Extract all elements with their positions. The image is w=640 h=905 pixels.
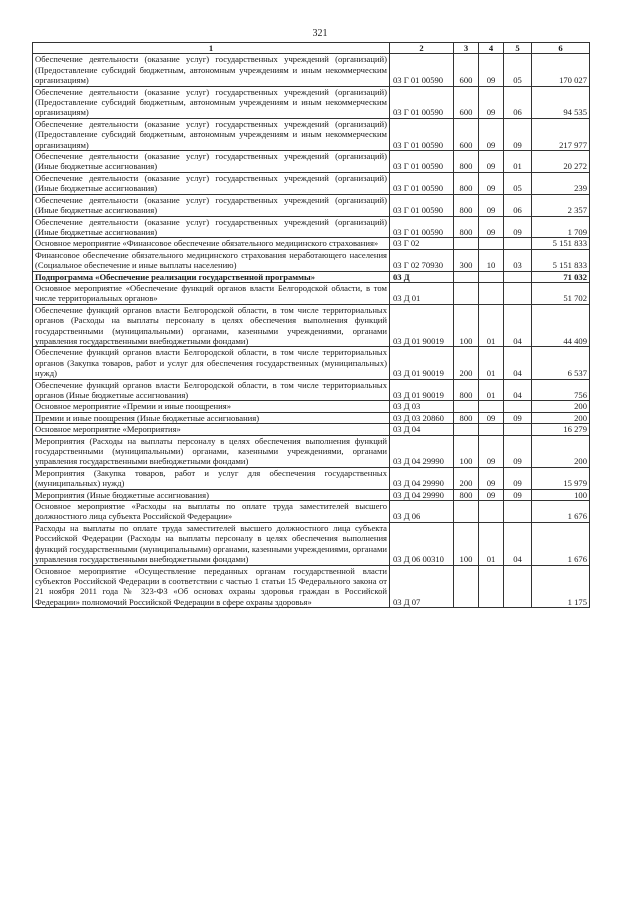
row-amount: 44 409 <box>532 304 590 347</box>
table-row <box>33 467 590 489</box>
row-section <box>479 401 504 412</box>
row-amount: 5 151 833 <box>532 238 590 249</box>
row-section: 09 <box>479 489 504 500</box>
row-subsection <box>504 424 532 435</box>
row-code: 03 Д 04 29990 <box>390 489 454 500</box>
col-header: 2 <box>390 43 454 54</box>
row-expense-type <box>454 565 479 608</box>
row-code: 03 Д 03 20860 <box>390 412 454 423</box>
row-name: Мероприятия (Закупка товаров, работ и услуг для обеспечения государственных (муниципальных) нужд) <box>33 467 390 489</box>
row-code: 03 Д 03 <box>390 401 454 412</box>
row-code: 03 Г 01 00590 <box>390 172 454 194</box>
table-row <box>33 379 590 401</box>
row-code: 03 Г 01 00590 <box>390 216 454 238</box>
row-subsection <box>504 401 532 412</box>
table-row <box>33 86 590 118</box>
row-name: Обеспечение деятельности (оказание услуг) государственных учреждений (организаций) (Предоставление субсидий бюджетным, автономным учреждениям и иным некоммерческим организациям) <box>33 54 390 86</box>
row-subsection <box>504 565 532 608</box>
row-section: 01 <box>479 379 504 401</box>
row-code: 03 Д 06 00310 <box>390 522 454 565</box>
row-code: 03 Г 01 00590 <box>390 151 454 173</box>
row-expense-type <box>454 501 479 523</box>
row-section <box>479 501 504 523</box>
col-header: 5 <box>504 43 532 54</box>
row-name: Основное мероприятие «Расходы на выплаты по оплате труда заместителей высшего должностного лица субъекта Российской Федерации» <box>33 501 390 523</box>
table-row <box>33 271 590 282</box>
row-section: 09 <box>479 194 504 216</box>
row-name: Обеспечение деятельности (оказание услуг) государственных учреждений (организаций) (Иные бюджетные ассигнования) <box>33 216 390 238</box>
row-name: Основное мероприятие «Мероприятия» <box>33 424 390 435</box>
row-section: 01 <box>479 304 504 347</box>
row-name: Основное мероприятие «Премии и иные поощрения» <box>33 401 390 412</box>
row-expense-type: 800 <box>454 412 479 423</box>
row-expense-type: 800 <box>454 216 479 238</box>
row-code: 03 Д 04 29990 <box>390 435 454 467</box>
budget-table <box>32 42 590 608</box>
row-amount: 71 032 <box>532 271 590 282</box>
row-expense-type: 100 <box>454 522 479 565</box>
row-section: 10 <box>479 249 504 271</box>
row-subsection: 06 <box>504 194 532 216</box>
row-amount: 1 709 <box>532 216 590 238</box>
row-code: 03 Г 01 00590 <box>390 86 454 118</box>
row-code: 03 Д 04 <box>390 424 454 435</box>
row-subsection: 09 <box>504 489 532 500</box>
row-subsection: 09 <box>504 435 532 467</box>
row-amount: 5 151 833 <box>532 249 590 271</box>
row-amount: 6 537 <box>532 347 590 379</box>
row-amount: 100 <box>532 489 590 500</box>
row-code: 03 Д 01 90019 <box>390 379 454 401</box>
row-name: Премии и иные поощрения (Иные бюджетные ассигнования) <box>33 412 390 423</box>
row-amount: 217 977 <box>532 118 590 150</box>
col-header: 4 <box>479 43 504 54</box>
row-subsection <box>504 271 532 282</box>
row-amount: 1 175 <box>532 565 590 608</box>
row-expense-type: 800 <box>454 172 479 194</box>
row-name: Обеспечение деятельности (оказание услуг) государственных учреждений (организаций) (Предоставление субсидий бюджетным, автономным учреждениям и иным некоммерческим организациям) <box>33 86 390 118</box>
row-name: Обеспечение функций органов власти Белгородской области, в том числе территориальных органов (Расходы на выплаты персоналу в целях обеспечения выполнения функций государственными (муниципальными) органами, казенными учреждениями, органами управления государственными внебюджетными фондами) <box>33 304 390 347</box>
row-code: 03 Г 01 00590 <box>390 194 454 216</box>
table-row <box>33 501 590 523</box>
row-name: Финансовое обеспечение обязательного медицинского страхования неработающего населения (Социальное обеспечение и иные выплаты населению) <box>33 249 390 271</box>
row-subsection <box>504 282 532 304</box>
row-section: 09 <box>479 54 504 86</box>
row-section: 09 <box>479 172 504 194</box>
row-name: Обеспечение функций органов власти Белгородской области, в том числе территориальных органов (Иные бюджетные ассигнования) <box>33 379 390 401</box>
table-row <box>33 194 590 216</box>
row-section: 01 <box>479 522 504 565</box>
col-header: 3 <box>454 43 479 54</box>
row-expense-type: 600 <box>454 86 479 118</box>
row-code: 03 Д 01 90019 <box>390 304 454 347</box>
row-code: 03 Г 02 70930 <box>390 249 454 271</box>
row-amount: 2 357 <box>532 194 590 216</box>
table-row <box>33 249 590 271</box>
row-amount: 15 979 <box>532 467 590 489</box>
row-subsection: 04 <box>504 347 532 379</box>
row-code: 03 Д 04 29990 <box>390 467 454 489</box>
row-name: Мероприятия (Расходы на выплаты персоналу в целях обеспечения выполнения функций государственными (муниципальными) органами, казенными учреждениями, органами управления государственными внебюджетными фондами) <box>33 435 390 467</box>
row-name: Расходы на выплаты по оплате труда заместителей высшего должностного лица субъекта Российской Федерации (Расходы на выплаты персоналу в целях обеспечения выполнения функций государственными (муниципальными) органами, казенными учреждениями, органами управления государственными внебюджетными фондами) <box>33 522 390 565</box>
row-expense-type <box>454 271 479 282</box>
table-row <box>33 489 590 500</box>
row-name: Мероприятия (Иные бюджетные ассигнования) <box>33 489 390 500</box>
row-expense-type <box>454 401 479 412</box>
row-expense-type: 800 <box>454 151 479 173</box>
table-row <box>33 522 590 565</box>
table-row <box>33 172 590 194</box>
row-expense-type <box>454 424 479 435</box>
row-amount: 170 027 <box>532 54 590 86</box>
row-amount: 20 272 <box>532 151 590 173</box>
row-subsection: 09 <box>504 467 532 489</box>
row-section: 09 <box>479 467 504 489</box>
row-section: 09 <box>479 435 504 467</box>
page-number: 321 <box>312 28 328 39</box>
row-section <box>479 282 504 304</box>
row-expense-type: 100 <box>454 304 479 347</box>
table-row <box>33 565 590 608</box>
table-row <box>33 304 590 347</box>
row-expense-type: 800 <box>454 379 479 401</box>
row-section <box>479 271 504 282</box>
row-expense-type: 200 <box>454 467 479 489</box>
row-amount: 200 <box>532 412 590 423</box>
row-name: Основное мероприятие «Обеспечение функций органов власти Белгородской области, в том числе территориальных органов» <box>33 282 390 304</box>
row-section <box>479 238 504 249</box>
row-subsection: 05 <box>504 54 532 86</box>
header-row <box>33 43 590 54</box>
row-amount: 239 <box>532 172 590 194</box>
row-code: 03 Г 01 00590 <box>390 118 454 150</box>
row-section: 09 <box>479 412 504 423</box>
row-subsection <box>504 501 532 523</box>
row-code: 03 Д <box>390 271 454 282</box>
row-name: Обеспечение деятельности (оказание услуг) государственных учреждений (организаций) (Предоставление субсидий бюджетным, автономным учреждениям и иным некоммерческим организациям) <box>33 118 390 150</box>
row-subsection: 04 <box>504 379 532 401</box>
table-row <box>33 151 590 173</box>
row-expense-type: 100 <box>454 435 479 467</box>
table-row <box>33 412 590 423</box>
row-name: Обеспечение деятельности (оказание услуг) государственных учреждений (организаций) (Иные бюджетные ассигнования) <box>33 172 390 194</box>
row-subsection: 09 <box>504 118 532 150</box>
row-subsection: 04 <box>504 304 532 347</box>
row-expense-type <box>454 238 479 249</box>
row-section: 09 <box>479 86 504 118</box>
row-expense-type: 800 <box>454 489 479 500</box>
table-row <box>33 401 590 412</box>
row-expense-type: 600 <box>454 54 479 86</box>
row-amount: 94 535 <box>532 86 590 118</box>
table-row <box>33 347 590 379</box>
row-section: 09 <box>479 118 504 150</box>
row-name: Обеспечение деятельности (оказание услуг) государственных учреждений (организаций) (Иные бюджетные ассигнования) <box>33 151 390 173</box>
row-section: 09 <box>479 216 504 238</box>
row-name: Основное мероприятие «Осуществление переданных органам государственной власти субъектов Российской Федерации в соответствии с частью 1 статьи 15 Федерального закона от 21 ноября 2011 года № 323-ФЗ «Об основах охраны здоровья граждан в Российской Федерации» полномочий Российской Федерации в сфере охраны здоровья» <box>33 565 390 608</box>
table-row <box>33 282 590 304</box>
row-amount: 1 676 <box>532 522 590 565</box>
row-name: Обеспечение деятельности (оказание услуг) государственных учреждений (организаций) (Иные бюджетные ассигнования) <box>33 194 390 216</box>
row-section: 01 <box>479 347 504 379</box>
row-code: 03 Д 07 <box>390 565 454 608</box>
row-code: 03 Д 06 <box>390 501 454 523</box>
col-header: 1 <box>33 43 390 54</box>
row-subsection <box>504 238 532 249</box>
row-expense-type: 300 <box>454 249 479 271</box>
row-subsection: 01 <box>504 151 532 173</box>
row-expense-type <box>454 282 479 304</box>
row-section <box>479 424 504 435</box>
row-name: Обеспечение функций органов власти Белгородской области, в том числе территориальных органов (Закупка товаров, работ и услуг для обеспечения государственных (муниципальных) нужд) <box>33 347 390 379</box>
row-amount: 756 <box>532 379 590 401</box>
table-row <box>33 435 590 467</box>
row-expense-type: 600 <box>454 118 479 150</box>
row-amount: 1 676 <box>532 501 590 523</box>
row-subsection: 09 <box>504 216 532 238</box>
table-row <box>33 216 590 238</box>
row-amount: 51 702 <box>532 282 590 304</box>
table-row <box>33 238 590 249</box>
row-code: 03 Д 01 <box>390 282 454 304</box>
row-name: Основное мероприятие «Финансовое обеспечение обязательного медицинского страхования» <box>33 238 390 249</box>
row-section: 09 <box>479 151 504 173</box>
table-row <box>33 424 590 435</box>
row-amount: 200 <box>532 435 590 467</box>
row-code: 03 Г 01 00590 <box>390 54 454 86</box>
row-subsection: 03 <box>504 249 532 271</box>
row-code: 03 Г 02 <box>390 238 454 249</box>
row-section <box>479 565 504 608</box>
row-name: Подпрограмма «Обеспечение реализации государственной программы» <box>33 271 390 282</box>
row-code: 03 Д 01 90019 <box>390 347 454 379</box>
table-row <box>33 118 590 150</box>
col-header: 6 <box>532 43 590 54</box>
row-amount: 200 <box>532 401 590 412</box>
row-amount: 16 279 <box>532 424 590 435</box>
table-row <box>33 54 590 86</box>
row-expense-type: 800 <box>454 194 479 216</box>
row-expense-type: 200 <box>454 347 479 379</box>
row-subsection: 06 <box>504 86 532 118</box>
row-subsection: 09 <box>504 412 532 423</box>
row-subsection: 05 <box>504 172 532 194</box>
row-subsection: 04 <box>504 522 532 565</box>
